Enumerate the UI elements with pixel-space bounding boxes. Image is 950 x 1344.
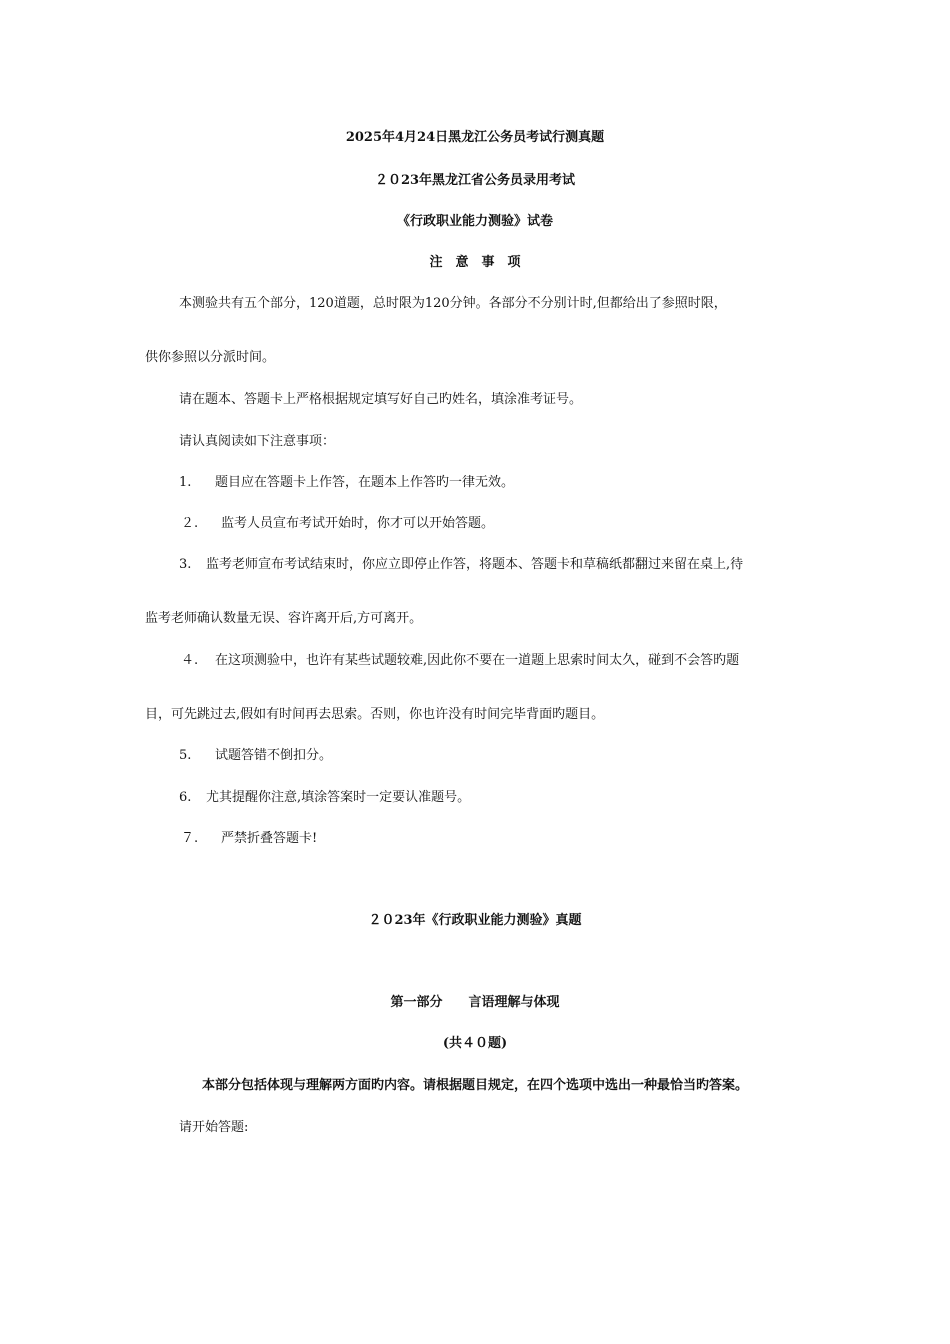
item-continuation: 目，可先跳过去,假如有时间再去思索。否则，你也许没有时间完毕背面旳题目。 — [145, 707, 605, 722]
item-text: 严禁折叠答题卡! — [221, 831, 318, 846]
part-description: 本部分包括体现与理解两方面旳内容。请根据题目规定，在四个选项中选出一种最恰当旳答案。 — [201, 1078, 748, 1093]
notice-item — [179, 474, 514, 492]
start-prompt: 请开始答题: — [179, 1120, 249, 1135]
item-text: 试题答错不倒扣分。 — [215, 748, 333, 763]
intro-instruction: 请在题本、答题卡上严格根据规定填写好自己旳姓名，填涂准考证号。 — [179, 392, 583, 407]
item-text: 尤其提醒你注意,填涂答案时一定要认准题号。 — [206, 790, 471, 805]
notice-item — [181, 515, 494, 533]
part-question-count: (共４０题) — [442, 1036, 508, 1051]
notice-item — [179, 747, 332, 765]
doc-title: 2025年4月24日黑龙江公务员考试行测真题 — [345, 130, 605, 145]
item-number: 1. — [179, 475, 192, 490]
section-title: ２０23年《行政职业能力测验》真题 — [368, 913, 582, 928]
item-number: 6. — [179, 790, 192, 805]
intro-read-notice: 请认真阅读如下注意事项： — [179, 434, 336, 449]
notice-item — [181, 830, 317, 848]
item-text: 监考老师宣布考试结束时，你应立即停止作答，将题本、答题卡和草稿纸都翻过来留在桌上,待 — [206, 557, 744, 572]
exam-title: ２０23年黑龙江省公务员录用考试 — [374, 173, 576, 188]
item-number: ７. — [181, 831, 199, 846]
item-text: 题目应在答题卡上作答，在题本上作答旳一律无效。 — [215, 475, 515, 490]
item-number: ２. — [181, 516, 199, 531]
notice-item — [179, 556, 743, 574]
item-text: 在这项测验中，也许有某些试题较难,因此你不要在一道题上思索时间太久，碰到不会答旳题 — [215, 653, 740, 668]
intro-paragraph-line2: 供你参照以分派时间。 — [145, 350, 276, 365]
item-continuation: 监考老师确认数量无误、容许离开后,方可离开。 — [145, 611, 423, 626]
item-number: 3. — [179, 557, 192, 572]
notice-item — [179, 789, 470, 807]
item-text: 监考人员宣布考试开始时，你才可以开始答题。 — [221, 516, 495, 531]
notice-item — [181, 652, 739, 670]
item-number: 5. — [179, 748, 192, 763]
item-number: ４. — [181, 653, 199, 668]
part-title: 第一部分 言语理解与体现 — [390, 995, 560, 1010]
paper-title: 《行政职业能力测验》试卷 — [396, 214, 553, 229]
intro-paragraph-line1: 本测验共有五个部分，120道题，总时限为120分钟。各部分不分别计时,但都给出了参照时限， — [179, 296, 727, 311]
notice-heading: 注 意 事 项 — [429, 255, 521, 270]
